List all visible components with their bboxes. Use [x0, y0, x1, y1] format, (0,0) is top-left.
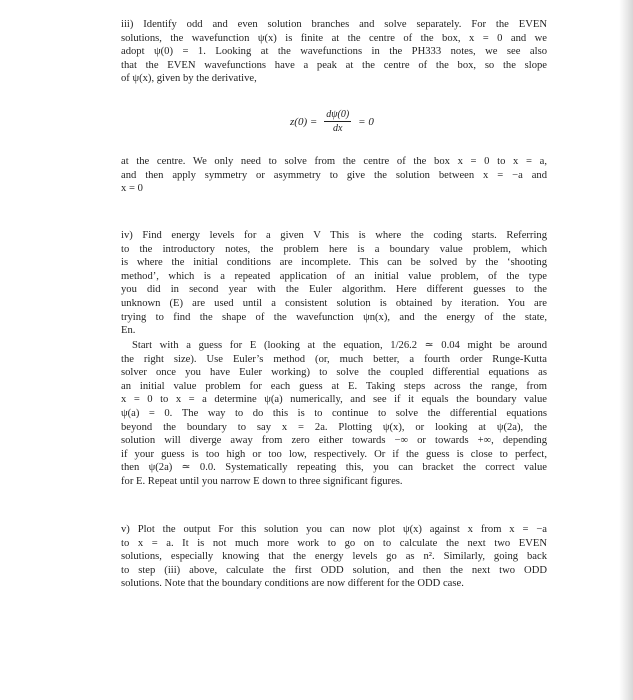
text-line: method’, which is a repeated application of an initial value problem, of the type [121, 270, 547, 282]
slope-equation [290, 109, 374, 134]
text-line: and then apply symmetry or asymmetry to give the solution between x = −a and [121, 169, 547, 181]
text-line: iii) Identify odd and even solution branches and solve separately. For the EVEN [121, 19, 547, 30]
text-line: to the introductory notes, the problem here is a boundary value problem, which [121, 243, 547, 255]
text-line: solutions. Note that the boundary conditions are now different for the ODD case. [121, 578, 464, 590]
text-line: then ψ(2a) ≃ 0.0. Systematically repeating this, you can bracket the correct value [121, 462, 547, 474]
text-line: adopt ψ(0) = 1. Looking at the wavefunctions in the PH333 notes, we see also [121, 46, 547, 58]
derivative-fraction [324, 109, 351, 134]
text-line: to step (iii) above, calculate the first ODD solution, and then the next two ODD [121, 564, 547, 576]
text-line: solutions, the wavefunction ψ(x) is finite at the centre of the box, x = 0 and we [121, 32, 547, 44]
equation-lhs: z(0) = [290, 115, 318, 128]
text-line: solutions, especially knowing that the energy levels go as n². Similarly, going back [121, 551, 547, 563]
text-line: is where the initial conditions are incomplete. This can be solved by the ‘shooting [121, 257, 547, 269]
page-edge-shadow [619, 0, 633, 700]
text-line: x = 0 [121, 183, 143, 195]
equation-rhs: = 0 [358, 115, 374, 128]
text-line: of ψ(x), given by the derivative, [121, 73, 257, 85]
section-v-paragraph [121, 523, 547, 591]
text-line: you did in second year with the Euler algorithm. Here different guesses to the [121, 284, 547, 296]
fraction-numerator: dψ(0) [326, 109, 350, 120]
text-line: to x = a. It is not much more work to go on to calculate the next two EVEN [121, 537, 547, 549]
text-line: ψ(a) = 0. The way to do this is to continue to solve the differential equations [121, 407, 547, 419]
text-line: for E. Repeat until you narrow E down to three significant figures. [121, 475, 403, 487]
text-line: solution will diverge away from zero either towards −∞ or towards +∞, depending [121, 435, 547, 447]
text-line: at the centre. We only need to solve from the centre of the box x = 0 to x = a, [121, 156, 547, 167]
text-line: iv) Find energy levels for a given V This is where the coding starts. Referring [121, 230, 547, 241]
text-line-content: Start with a guess for E (looking at the equation, 1/26.2 ≃ 0.04 might be around [132, 340, 547, 351]
section-iii-paragraph [121, 18, 547, 86]
text-line: unknown (E) are used until a consistent solution is obtained by iteration. You are [121, 297, 547, 309]
text-line: v) Plot the output For this solution you can now plot ψ(x) against x from x = −a [121, 524, 547, 535]
text-line: x = 0 to x = a determine ψ(a) numerically, and see if it equals the boundary value [121, 394, 547, 406]
text-line: solver once you have Euler working) to solve the coupled differential equations as [121, 367, 547, 379]
fraction-denominator: dx [332, 123, 343, 134]
section-iv-paragraph [121, 229, 547, 338]
text-line: En. [121, 325, 136, 337]
text-line: that the EVEN wavefunctions have a peak at the centre of the box, so the slope [121, 59, 547, 71]
text-line: an initial value problem for each guess at E. Taking steps across the range, from [121, 380, 547, 392]
text-line: beyond the boundary to say x = 2a. Plotting ψ(x), or looking at ψ(2a), the [121, 421, 547, 433]
text-line [121, 339, 547, 353]
text-line: if your guess is too high or too low, respectively. Or if the guess is close to perfect, [121, 448, 547, 460]
section-iv-paragraph-2 [121, 339, 547, 489]
text-line: the right size). Use Euler’s method (or, much better, a fourth order Runge-Kutta [121, 353, 547, 365]
text-line: trying to find the shape of the wavefunction ψn(x), and the energy of the state, [121, 311, 547, 323]
section-iii-continuation [121, 155, 547, 196]
